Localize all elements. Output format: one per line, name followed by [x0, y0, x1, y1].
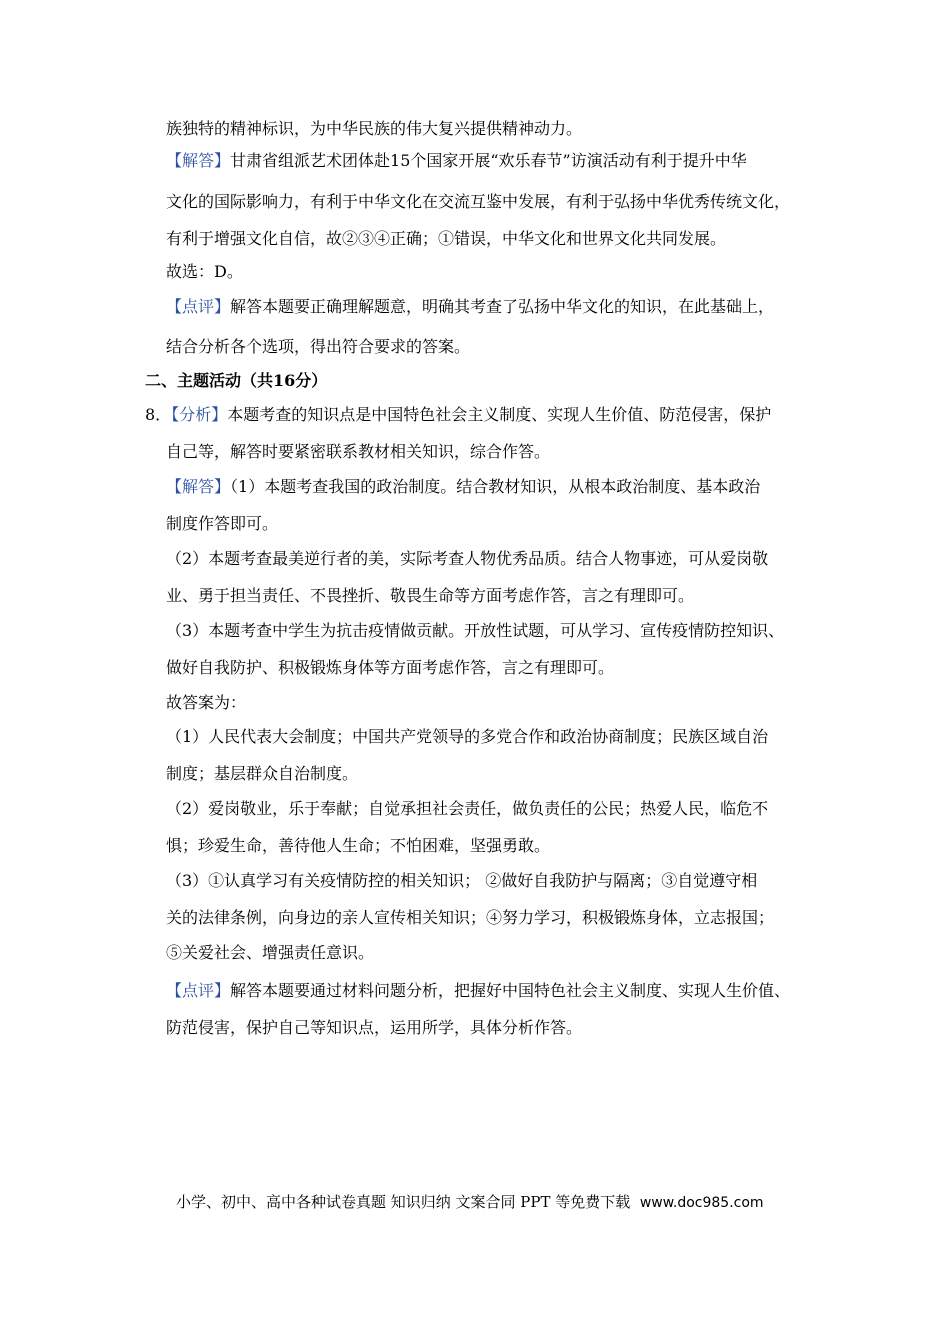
text-line-24: ⑤关爱社会、增强责任意识。 — [166, 943, 375, 962]
section-heading: 二、主题活动（共16分） — [145, 371, 328, 390]
comment-tag: 【点评】 — [166, 981, 231, 1000]
text-line-7: 结合分析各个选项，得出符合要求的答案。 — [166, 337, 471, 356]
text-line-22: （3）①认真学习有关疫情防控的相关知识； ②做好自我防护与隔离；③自觉遵守相 — [166, 871, 758, 890]
text-line-17: 故答案为： — [166, 693, 247, 712]
comment-line-1: 【点评】解答本题要正确理解题意，明确其考查了弘扬中华文化的知识，在此基础上， — [166, 297, 775, 316]
text-line-14: 业、勇于担当责任、不畏挫折、敬畏生命等方面考虑作答，言之有理即可。 — [166, 586, 695, 605]
answer-tag: 【解答】 — [166, 477, 231, 496]
footer-text: 小学、初中、高中各种试卷真题 知识归纳 文案合同 PPT 等免费下载 — [176, 1193, 631, 1211]
text-line-10: 自己等，解答时要紧密联系教材相关知识，综合作答。 — [166, 442, 551, 461]
comment-tag: 【点评】 — [166, 297, 231, 316]
text-line-19: 制度；基层群众自治制度。 — [166, 764, 359, 783]
text-line-18: （1）人民代表大会制度；中国共产党领导的多党合作和政治协商制度；民族区域自治 — [166, 727, 769, 746]
page-footer — [176, 1192, 764, 1213]
text-line-5: 故选：D。 — [166, 262, 243, 281]
text-line-20: （2）爱岗敬业，乐于奉献；自觉承担社会责任，做负责任的公民；热爱人民，临危不 — [166, 799, 769, 818]
answer-tag: 【解答】 — [166, 151, 231, 170]
answer-line-1: 【解答】甘肃省组派艺术团体赴15个国家开展“欢乐春节”访演活动有利于提升中华 — [166, 151, 747, 170]
footer-link[interactable]: www.doc985.com — [639, 1195, 764, 1211]
text-line-4: 有利于增强文化自信，故②③④正确；①错误，中华文化和世界文化共同发展。 — [166, 229, 727, 248]
text-line-23: 关的法律条例，向身边的亲人宣传相关知识；④努力学习，积极锻炼身体，立志报国； — [166, 908, 775, 927]
comment-line-2: 【点评】解答本题要通过材料问题分析，把握好中国特色社会主义制度、实现人生价值、 — [166, 981, 791, 1000]
text-line-16: 做好自我防护、积极锻炼身体等方面考虑作答，言之有理即可。 — [166, 658, 615, 677]
question-8-line: 8．【分析】本题考查的知识点是中国特色社会主义制度、实现人生价值、防范侵害，保护 — [145, 405, 772, 424]
text-line-26: 防范侵害，保护自己等知识点，运用所学，具体分析作答。 — [166, 1018, 583, 1037]
text-line-15: （3）本题考查中学生为抗击疫情做贡献。开放性试题，可从学习、宣传疫情防控知识、 — [166, 621, 785, 640]
text-line-3: 文化的国际影响力，有利于中华文化在交流互鉴中发展，有利于弘扬中华优秀传统文化， — [166, 192, 791, 211]
text-line-1: 族独特的精神标识，为中华民族的伟大复兴提供精神动力。 — [166, 119, 583, 138]
question-number: 8． — [145, 405, 172, 424]
text-line-21: 惧；珍爱生命，善待他人生命；不怕困难，坚强勇敢。 — [166, 836, 551, 855]
text-line-13: （2）本题考查最美逆行者的美，实际考查人物优秀品质。结合人物事迹，可从爱岗敬 — [166, 549, 769, 568]
text-line-12: 制度作答即可。 — [166, 514, 279, 533]
analysis-tag: 【分析】 — [171, 405, 228, 424]
answer-line-2: 【解答】（1）本题考查我国的政治制度。结合教材知识，从根本政治制度、基本政治 — [166, 477, 761, 496]
